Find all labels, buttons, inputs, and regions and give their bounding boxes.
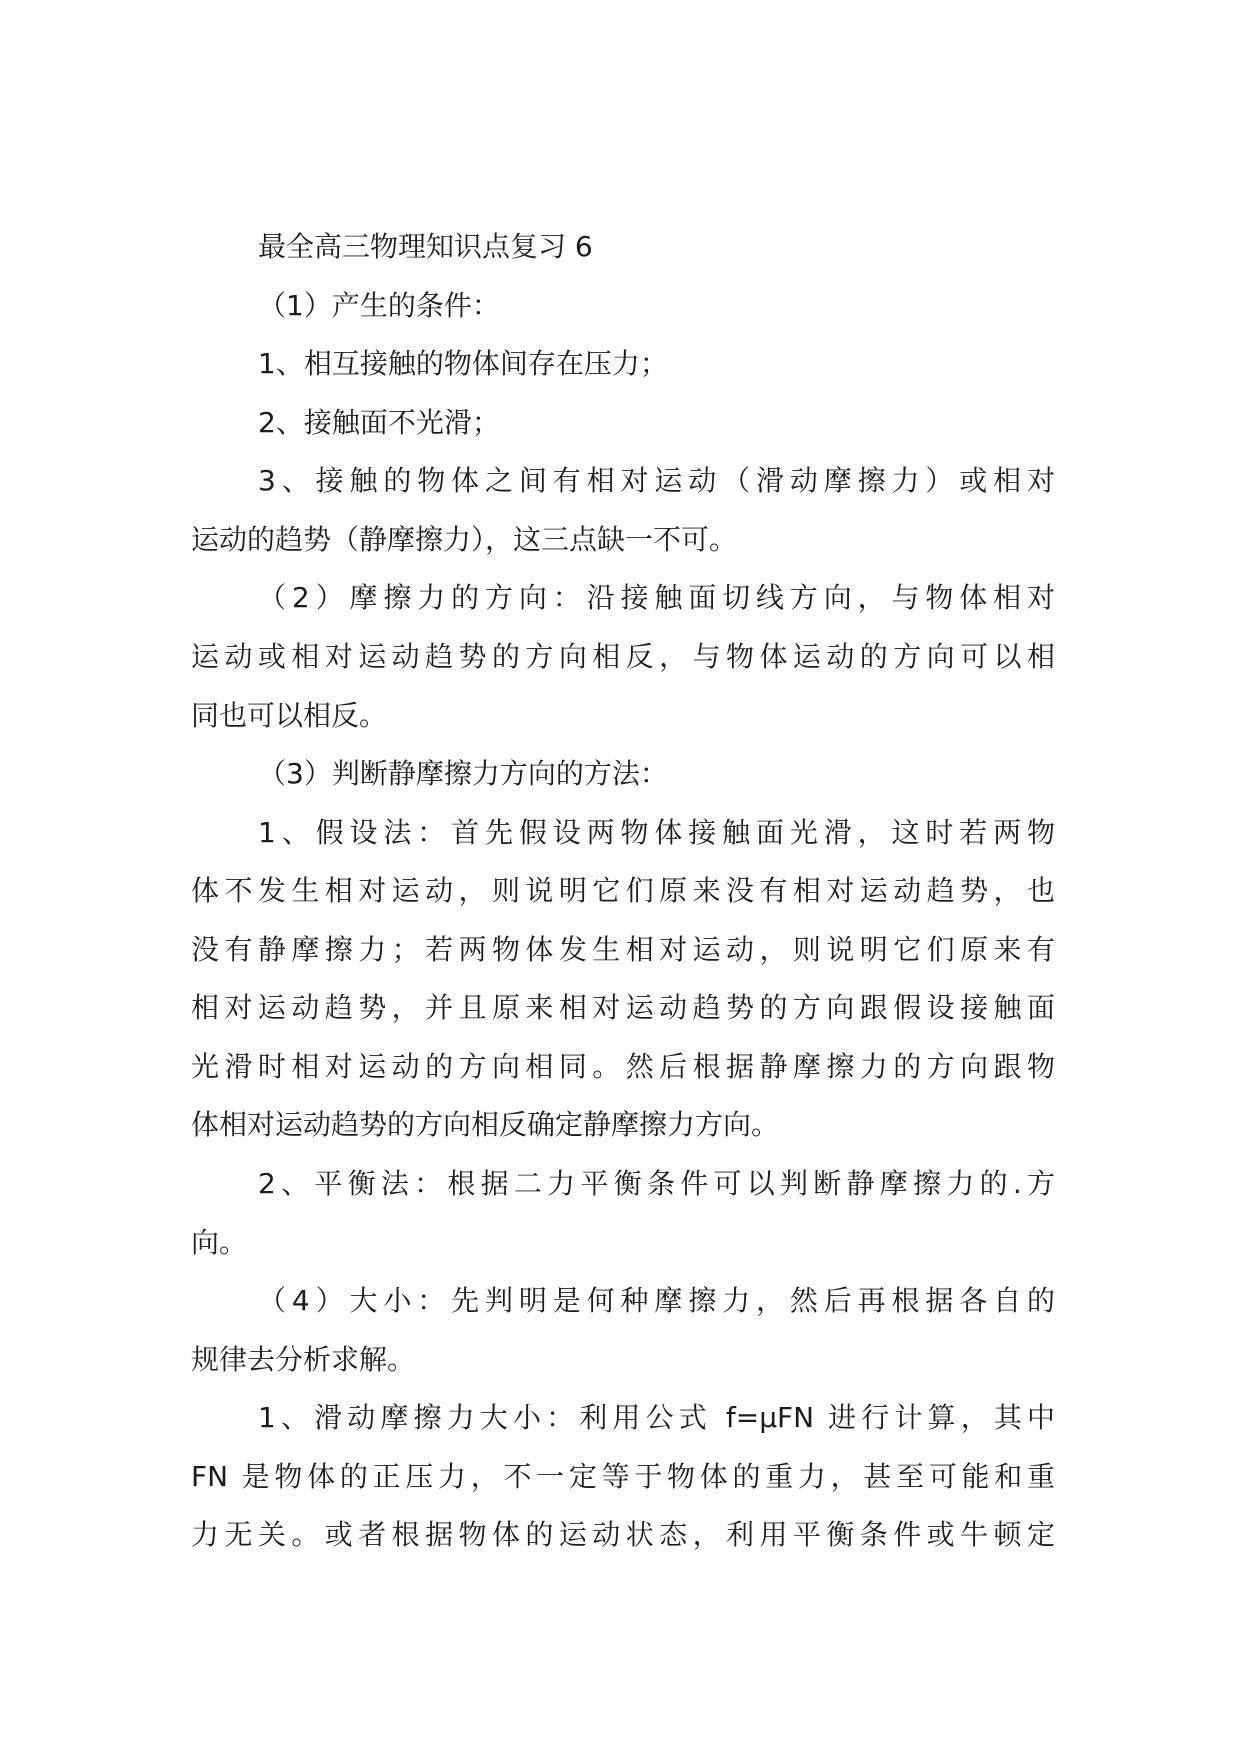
- text-line: 2、接触面不光滑；: [258, 405, 500, 439]
- document-title: 最全高三物理知识点复习 6: [258, 230, 593, 263]
- text-line: （3）判断静摩擦力方向的方法：: [258, 757, 668, 791]
- paragraph: [191, 569, 1055, 745]
- text-line: 运动的趋势（静摩擦力），这三点缺一不可。: [191, 522, 738, 556]
- paragraph: [191, 1155, 1055, 1272]
- paragraph: [191, 452, 1055, 569]
- document-body: [191, 218, 1055, 1565]
- text-line: 1、相互接触的物体间存在压力；: [258, 347, 668, 381]
- text-line: 向。: [191, 1225, 248, 1259]
- paragraph: [191, 1272, 1055, 1389]
- paragraph: [191, 394, 1055, 453]
- paragraph: [191, 1389, 1055, 1565]
- text-line: 光滑时相对运动的方向相同。然后根据静摩擦力的方向跟物: [191, 1049, 1055, 1083]
- paragraph: [191, 804, 1055, 1155]
- text-line: 相对运动趋势，并且原来相对运动趋势的方向跟假设接触面: [191, 991, 1055, 1025]
- text-line: FN 是物体的正压力，不一定等于物体的重力，甚至可能和重: [191, 1459, 1055, 1493]
- text-line: （4）大小：先判明是何种摩擦力，然后再根据各自的: [258, 1284, 1055, 1318]
- paragraph: [191, 277, 1055, 336]
- text-line: （1）产生的条件：: [258, 288, 500, 322]
- text-line: 体不发生相对运动，则说明它们原来没有相对运动趋势，也: [191, 874, 1055, 908]
- text-line: 运动或相对运动趋势的方向相反，与物体运动的方向可以相: [191, 639, 1055, 673]
- text-line: 没有静摩擦力；若两物体发生相对运动，则说明它们原来有: [191, 932, 1055, 966]
- text-line: （2）摩擦力的方向：沿接触面切线方向，与物体相对: [258, 581, 1055, 615]
- text-line: 1、假设法：首先假设两物体接触面光滑，这时若两物: [258, 815, 1055, 849]
- text-line: 3、接触的物体之间有相对运动（滑动摩擦力）或相对: [258, 464, 1055, 498]
- text-line: 2、平衡法：根据二力平衡条件可以判断静摩擦力的.方: [258, 1167, 1055, 1200]
- text-line: 力无关。或者根据物体的运动状态，利用平衡条件或牛顿定: [191, 1518, 1055, 1552]
- text-line: 1、滑动摩擦力大小：利用公式 f=μFN 进行计算，其中: [258, 1401, 1055, 1435]
- text-line: 体相对运动趋势的方向相反确定静摩擦力方向。: [191, 1108, 780, 1142]
- paragraph: [191, 745, 1055, 804]
- paragraph: [191, 335, 1055, 394]
- text-line: 规律去分析求解。: [191, 1342, 416, 1376]
- text-line: 同也可以相反。: [191, 698, 388, 732]
